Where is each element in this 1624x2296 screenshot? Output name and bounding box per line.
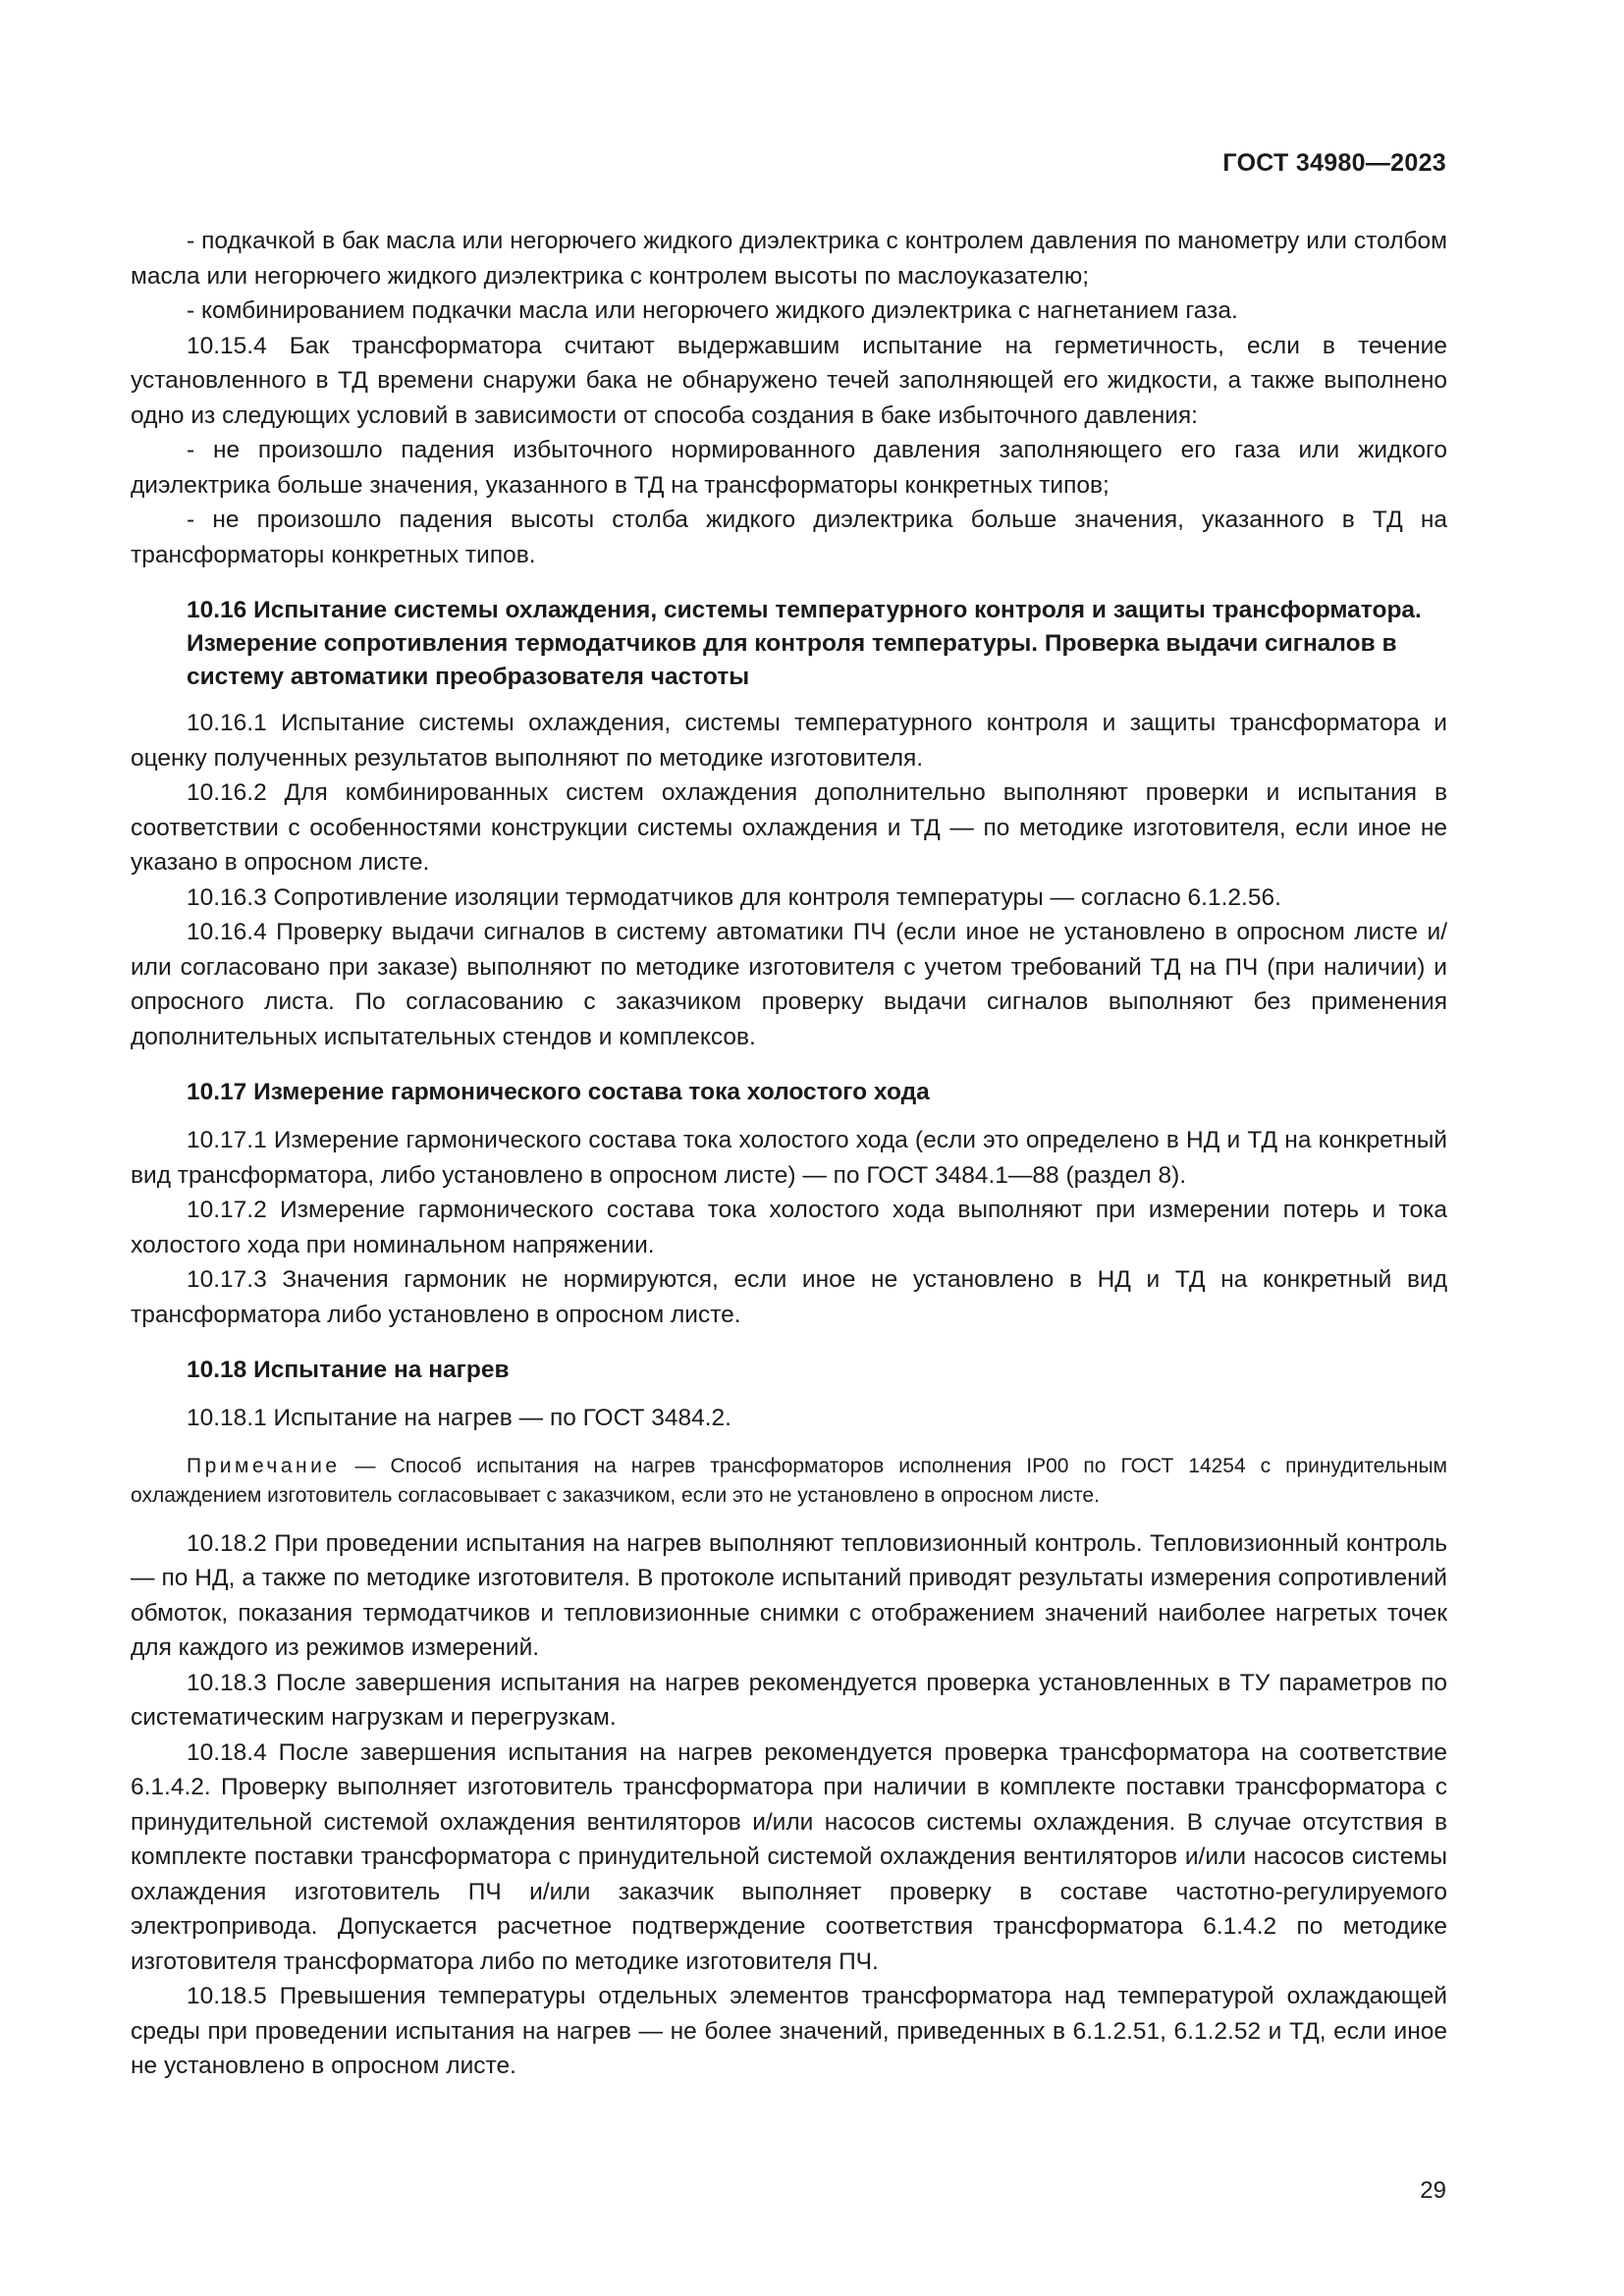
paragraph-10-17-3: 10.17.3 Значения гармоник не нормируются, если иное не установлено в НД и ТД на конкретный вид трансформатора либо установлено в опросном листе.	[131, 1266, 1447, 1328]
paragraph-10-18-4: 10.18.4 После завершения испытания на нагрев рекомендуется проверка трансформатора на соответствие 6.1.4.2. Проверку выполняет изготовитель трансформатора при наличии в комплекте поставки трансформатора с принудительной системой охлаждения вентиляторов и/или насосов системы охлаждения. В случае отсутствия в комплекте поставки трансформатора с принудительной системой охлаждения вентиляторов и/или насосов системы охлаждения изготовитель ПЧ и/или заказчик выполняет проверку в составе частотно-регулируемого электропривода. Допускается расчетное подтверждение соответствия трансформатора 6.1.4.2 по методике изготовителя трансформатора либо по методике изготовителя ПЧ.	[131, 1738, 1447, 1975]
note	[131, 1452, 1447, 1511]
paragraph-10-18-2: 10.18.2 При проведении испытания на нагрев выполняют тепловизионный контроль. Тепловизионный контроль — по НД, а также по методике изготовителя. В протоколе испытаний приводят результаты измерения сопротивлений обмоток, показания термодатчиков и тепловизионные снимки с отображением значений наиболее нагретых точек для каждого из режимов измерений.	[131, 1529, 1447, 1661]
paragraph: - подкачкой в бак масла или негорючего жидкого диэлектрика с контролем давления по манометру или столбом масла или негорючего жидкого диэлектрика с контролем высоты по маслоуказателю;	[131, 228, 1447, 290]
note-text: — Способ испытания на нагрев трансформаторов исполнения IP00 по ГОСТ 14254 с принудительным охлаждением изготовитель согласовывает с заказчиком, если это не установлено в опросном листе.	[131, 1454, 1447, 1507]
paragraph-10-18-1: 10.18.1 Испытание на нагрев — по ГОСТ 3484.2.	[187, 1405, 731, 1431]
paragraph-10-16-4: 10.16.4 Проверку выдачи сигналов в систему автоматики ПЧ (если иное не установлено в опросном листе и/или согласовано при заказе) выполняют по методике изготовителя с учетом требований ТД на ПЧ (при наличии) и опросного листа. По согласованию с заказчиком проверку выдачи сигналов выполняют без применения дополнительных испытательных стендов и комплексов.	[131, 919, 1447, 1050]
note-label: Примечание	[187, 1454, 341, 1477]
paragraph-10-15-4: 10.15.4 Бак трансформатора считают выдержавшим испытание на герметичность, если в течение установленного в ТД времени снаружи бака не обнаружено течей заполняющей его жидкости, а также выполнено одно из следующих условий в зависимости от способа создания в баке избыточного давления:	[131, 332, 1447, 429]
paragraph-10-16-3: 10.16.3 Сопротивление изоляции термодатчиков для контроля температуры — согласно 6.1.2.56.	[187, 883, 1281, 911]
document-body	[131, 224, 1447, 2084]
paragraph: - комбинированием подкачки масла или негорючего жидкого диэлектрика с нагнетанием газа.	[187, 297, 1238, 324]
paragraph: - не произошло падения высоты столба жидкого диэлектрика больше значения, указанного в ТД на трансформаторы конкретных типов.	[131, 507, 1447, 568]
page-number: 29	[1420, 2177, 1446, 2204]
paragraph-10-16-2: 10.16.2 Для комбинированных систем охлаждения дополнительно выполняют проверки и испытания в соответствии с особенностями конструкции системы охлаждения и ТД — по методике изготовителя, если иное не указано в опросном листе.	[131, 779, 1447, 876]
paragraph: - не произошло падения избыточного нормированного давления заполняющего его газа или жидкого диэлектрика больше значения, указанного в ТД на трансформаторы конкретных типов;	[131, 437, 1447, 499]
paragraph-10-18-5: 10.18.5 Превышения температуры отдельных элементов трансформатора над температурой охлаждающей среды при проведении испытания на нагрев — не более значений, приведенных в 6.1.2.51, 6.1.2.52 и ТД, если иное не установлено в опросном листе.	[131, 1983, 1447, 2079]
section-heading-10-17: 10.17 Измерение гармонического состава тока холостого хода	[187, 1079, 930, 1105]
paragraph-10-17-2: 10.17.2 Измерение гармонического состава тока холостого хода выполняют при измерении потерь и тока холостого хода при номинальном напряжении.	[131, 1197, 1447, 1258]
section-heading-10-16: 10.16 Испытание системы охлаждения, системы температурного контроля и защиты трансформатора. Измерение сопротивления термодатчиков для контроля температуры. Проверка выдачи сигналов в систему автоматики преобразователя частоты	[187, 597, 1422, 690]
section-heading-10-18: 10.18 Испытание на нагрев	[187, 1357, 510, 1383]
paragraph-10-16-1: 10.16.1 Испытание системы охлаждения, системы температурного контроля и защиты трансформатора и оценку полученных результатов выполняют по методике изготовителя.	[131, 710, 1447, 772]
paragraph-10-17-1: 10.17.1 Измерение гармонического состава тока холостого хода (если это определено в НД и ТД на конкретный вид трансформатора, либо установлено в опросном листе) — по ГОСТ 3484.1—88 (раздел 8).	[131, 1127, 1447, 1189]
document-id-header: ГОСТ 34980—2023	[1222, 149, 1446, 177]
paragraph-10-18-3: 10.18.3 После завершения испытания на нагрев рекомендуется проверка установленных в ТУ параметров по систематическим нагрузкам и перегрузкам.	[131, 1669, 1447, 1731]
